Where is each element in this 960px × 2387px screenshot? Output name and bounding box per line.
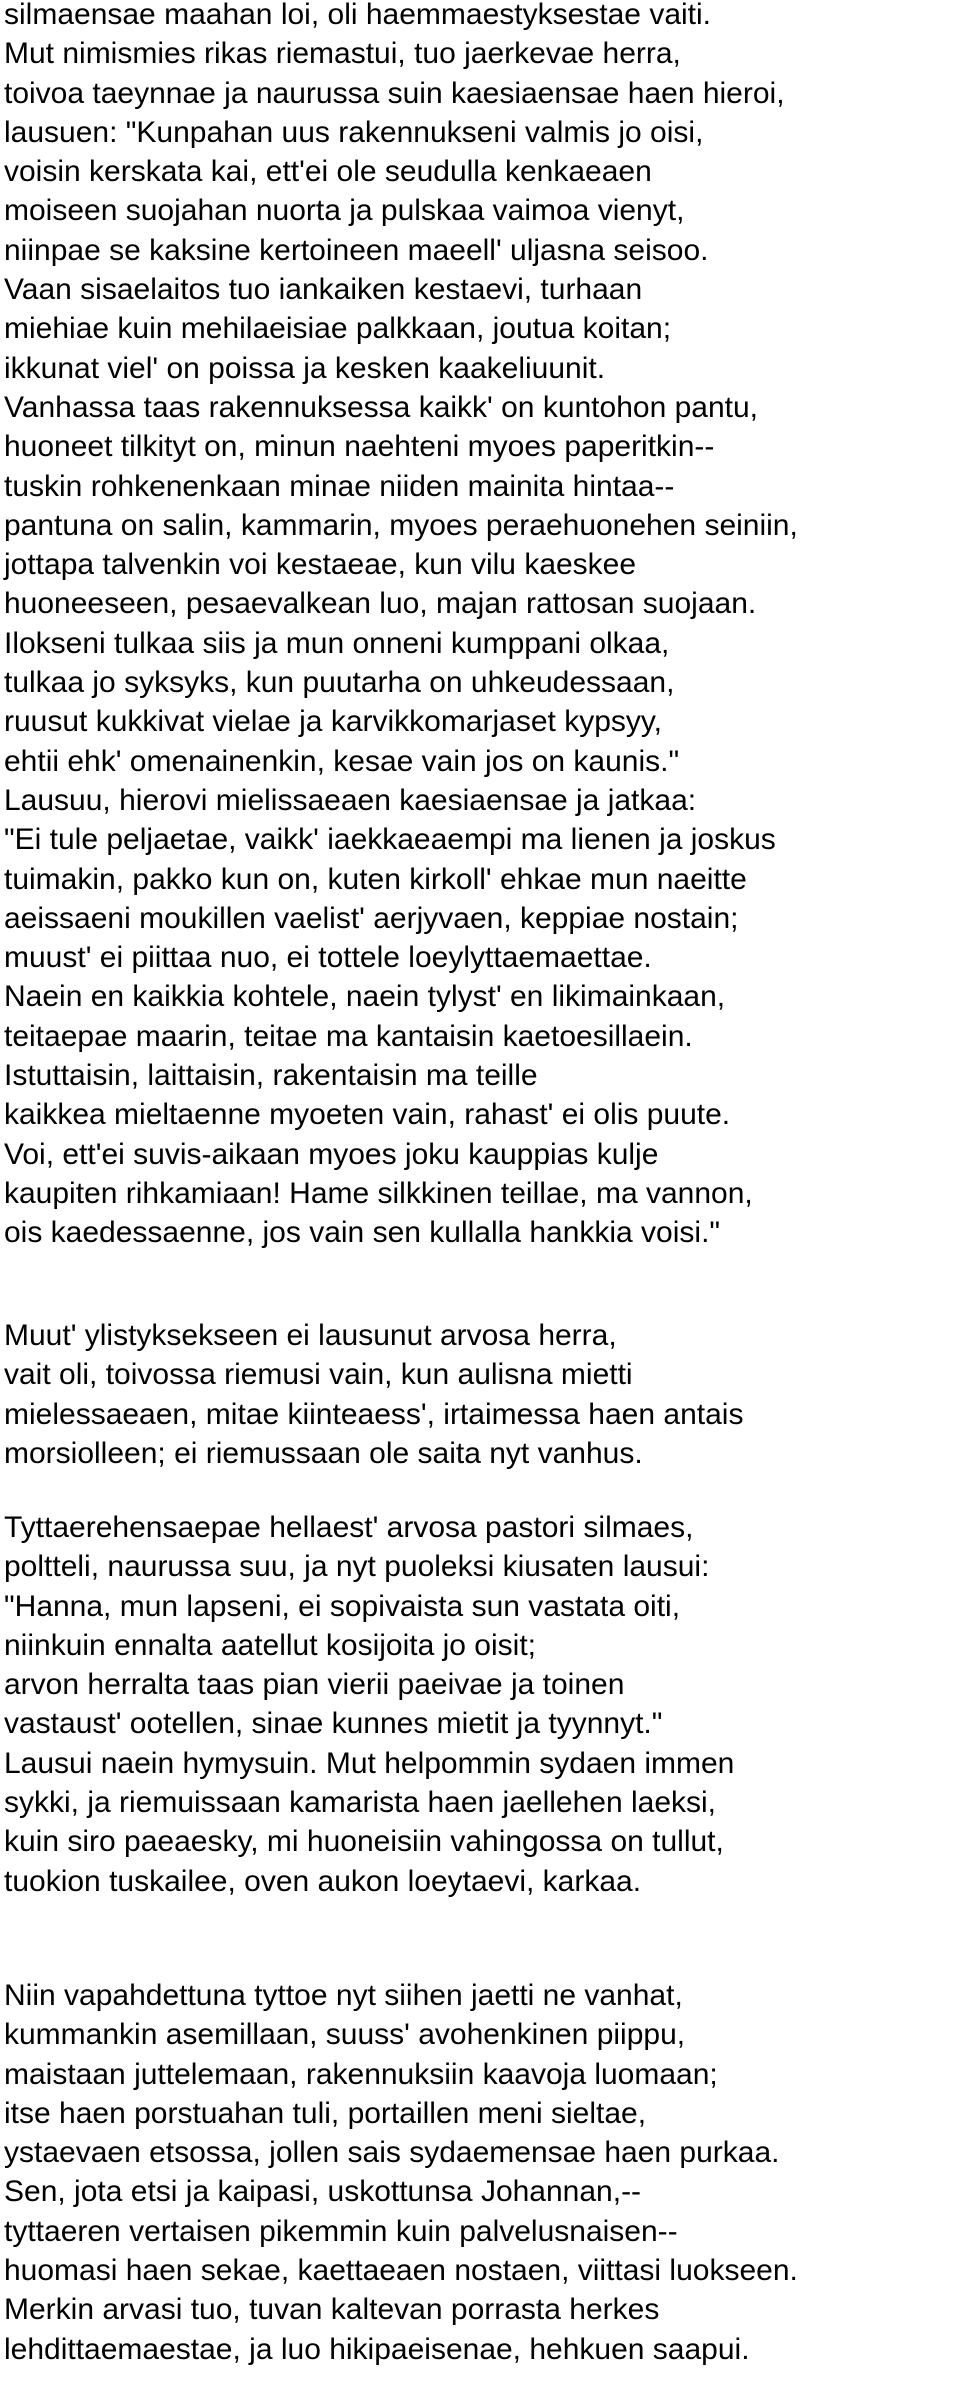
text-line: Lausuu, hierovi mielissaeaen kaesiaensae ja jatkaa: xyxy=(4,783,697,817)
text-line: miehiae kuin mehilaeisiae palkkaan, joutua koitan; xyxy=(4,312,672,346)
text-line: huoneet tilkityt on, minun naehteni myoes paperitkin-- xyxy=(4,430,715,464)
text-line: Muut' ylistyksekseen ei lausunut arvosa herra, xyxy=(4,1319,617,1352)
text-line: "Hanna, mun lapseni, ei sopivaista sun vastata oiti, xyxy=(4,1589,681,1623)
stanza-2 xyxy=(0,1316,960,1473)
text-line: muust' ei piittaa nuo, ei tottele loeylyttaemaettae. xyxy=(4,941,652,975)
text-line: morsiolleen; ei riemussaan ole saita nyt vanhus. xyxy=(4,1436,643,1470)
text-line: silmaensae maahan loi, oli haemmaestyksestae vaiti. xyxy=(4,0,712,31)
text-line: niinpae se kaksine kertoineen maeell' uljasna seisoo. xyxy=(4,233,709,267)
text-line: huomasi haen sekae, kaettaeaen nostaen, viittasi luokseen. xyxy=(4,2254,798,2288)
text-line: arvon herralta taas pian vierii paeivae ja toinen xyxy=(4,1668,625,1702)
text-line: ois kaedessaenne, jos vain sen kullalla hankkia voisi." xyxy=(4,1216,721,1250)
text-line: niinkuin ennalta aatellut kosijoita jo oisit; xyxy=(4,1628,536,1662)
text-line: Voi, ett'ei suvis-aikaan myoes joku kauppias kulje xyxy=(4,1137,659,1171)
text-line: aeissaeni moukillen vaelist' aerjyvaen, keppiae nostain; xyxy=(4,901,739,935)
text-line: maistaan juttelemaan, rakennuksiin kaavoja luomaan; xyxy=(4,2057,718,2091)
text-line: Istuttaisin, laittaisin, rakentaisin ma teille xyxy=(4,1059,538,1093)
text-line: tyttaeren vertaisen pikemmin kuin palvelusnaisen-- xyxy=(4,2214,678,2248)
text-line: jottapa talvenkin voi kestaeae, kun vilu kaeskee xyxy=(4,548,637,582)
text-line: Vanhassa taas rakennuksessa kaikk' on kuntohon pantu, xyxy=(4,390,758,424)
text-line: Ilokseni tulkaa siis ja mun onneni kumppani olkaa, xyxy=(4,626,670,660)
text-line: vastaust' ootellen, sinae kunnes mietit ja tyynnyt." xyxy=(4,1707,663,1741)
text-line: ruusut kukkivat vielae ja karvikkomarjaset kypsyy, xyxy=(4,705,663,739)
text-line: ystaevaen etsossa, jollen sais sydaemensae haen purkaa. xyxy=(4,2136,780,2170)
text-line: Merkin arvasi tuo, tuvan kaltevan porrasta herkes xyxy=(4,2293,660,2327)
text-line: tuokion tuskailee, oven aukon loeytaevi, karkaa. xyxy=(4,1864,642,1898)
text-line: mielessaeaen, mitae kiinteaess', irtaimessa haen antais xyxy=(4,1397,744,1431)
text-line: kummankin asemillaan, suuss' avohenkinen piippu, xyxy=(4,2018,686,2052)
text-line: tulkaa jo syksyks, kun puutarha on uhkeudessaan, xyxy=(4,666,675,700)
text-line: sykki, ja riemuissaan kamarista haen jaellehen laeksi, xyxy=(4,1786,717,1820)
text-line: ikkunat viel' on poissa ja kesken kaakeliuunit. xyxy=(4,351,606,385)
text-line: vait oli, toivossa riemusi vain, kun aulisna mietti xyxy=(4,1358,633,1392)
text-line: kaikkea mieltaenne myoeten vain, rahast' ei olis puute. xyxy=(4,1098,731,1132)
stanza-4 xyxy=(0,1976,960,2369)
stanza-3 xyxy=(0,1508,960,1901)
text-line: teitaepae maarin, teitae ma kantaisin kaetoesillaein. xyxy=(4,1019,693,1053)
text-line: ehtii ehk' omenainenkin, kesae vain jos on kaunis." xyxy=(4,744,680,778)
text-line: Niin vapahdettuna tyttoe nyt siihen jaetti ne vanhat, xyxy=(4,1979,683,2012)
text-line: Vaan sisaelaitos tuo iankaiken kestaevi, turhaan xyxy=(4,273,643,307)
text-line: itse haen porstuahan tuli, portaillen meni sieltae, xyxy=(4,2096,647,2130)
text-line: "Ei tule peljaetae, vaikk' iaekkaeaempi ma lienen ja joskus xyxy=(4,823,776,857)
text-line: moiseen suojahan nuorta ja pulskaa vaimoa vienyt, xyxy=(4,194,685,228)
text-line: voisin kerskata kai, ett'ei ole seudulla kenkaeaen xyxy=(4,155,652,189)
text-line: kaupiten rihkamiaan! Hame silkkinen teillae, ma vannon, xyxy=(4,1176,753,1210)
text-line: Naein en kaikkia kohtele, naein tylyst' en likimainkaan, xyxy=(4,980,726,1014)
text-line: poltteli, naurussa suu, ja nyt puoleksi kiusaten lausui: xyxy=(4,1550,710,1584)
text-line: Lausui naein hymysuin. Mut helpommin sydaen immen xyxy=(4,1746,735,1780)
text-line: toivoa taeynnae ja naurussa suin kaesiaensae haen hieroi, xyxy=(4,76,785,110)
text-line: Tyttaerehensaepae hellaest' arvosa pastori silmaes, xyxy=(4,1511,694,1544)
text-line: lausuen: "Kunpahan uus rakennukseni valmis jo oisi, xyxy=(4,115,704,149)
text-line: Sen, jota etsi ja kaipasi, uskottunsa Johannan,-- xyxy=(4,2175,642,2209)
text-line: kuin siro paeaesky, mi huoneisiin vahingossa on tullut, xyxy=(4,1825,724,1859)
text-line: tuskin rohkenenkaan minae niiden mainita hintaa-- xyxy=(4,469,675,503)
text-line: pantuna on salin, kammarin, myoes peraehuonehen seiniin, xyxy=(4,508,798,542)
text-line: tuimakin, pakko kun on, kuten kirkoll' ehkae mun naeitte xyxy=(4,862,747,896)
text-line: Mut nimismies rikas riemastui, tuo jaerkevae herra, xyxy=(4,37,681,71)
text-line: huoneeseen, pesaevalkean luo, majan rattosan suojaan. xyxy=(4,587,757,621)
text-line: lehdittaemaestae, ja luo hikipaeisenae, hehkuen saapui. xyxy=(4,2332,750,2366)
